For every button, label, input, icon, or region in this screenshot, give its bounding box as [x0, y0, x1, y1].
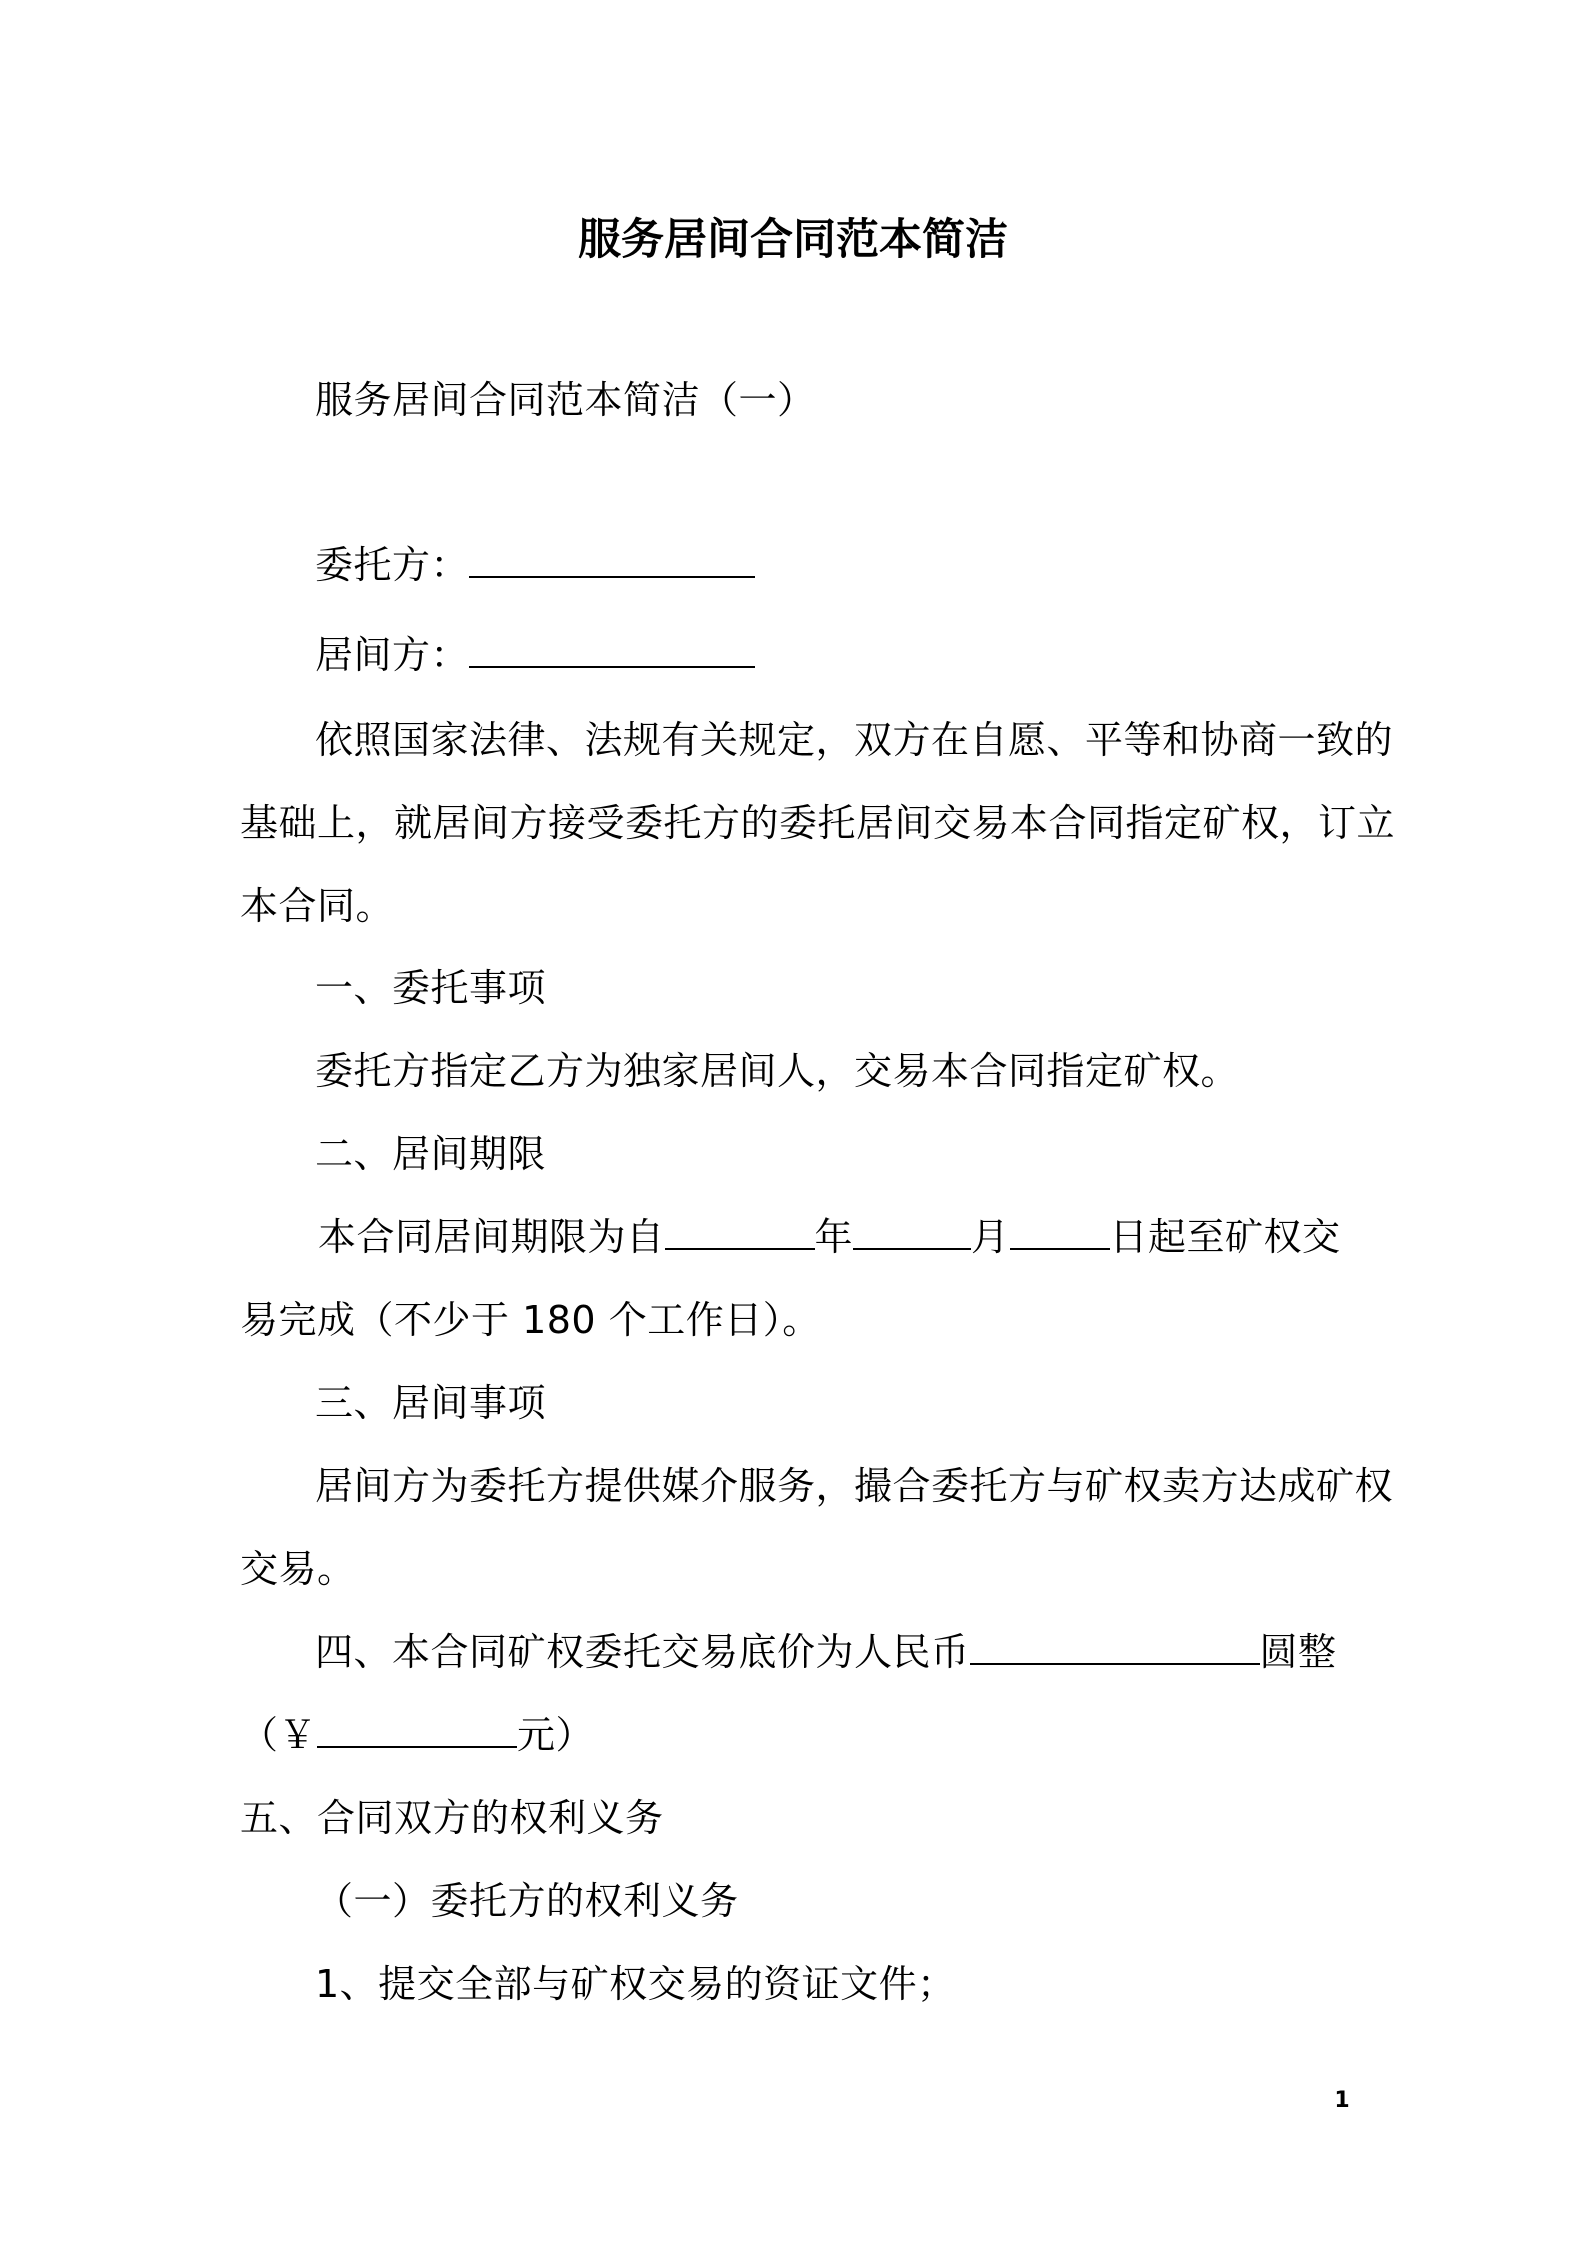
period-text: 本合同居间期限为自	[318, 1215, 665, 1259]
section4-line-2	[240, 1700, 594, 1770]
intro-line-1: 依照国家法律、法规有关规定，双方在自愿、平等和协商一致的	[315, 718, 1394, 762]
page-number: 1	[1334, 2088, 1350, 2113]
document-subtitle: 服务居间合同范本简洁（一）	[315, 378, 816, 422]
month-blank	[853, 1204, 971, 1250]
section3-heading: 三、居间事项	[315, 1381, 547, 1425]
currency-open: （￥	[240, 1713, 318, 1757]
year-label: 年	[814, 1215, 854, 1259]
client-label: 委托方：	[315, 543, 470, 587]
section5-item-1: 1、提交全部与矿权交易的资证文件；	[315, 1962, 956, 2006]
amount-blank	[317, 1702, 517, 1748]
intermediary-label: 居间方：	[315, 633, 470, 677]
section5-heading: 五、合同双方的权利义务	[240, 1796, 664, 1840]
intro-line-2: 基础上，就居间方接受委托方的委托居间交易本合同指定矿权，订立	[240, 801, 1396, 845]
document-title: 服务居间合同范本简洁	[578, 215, 1008, 265]
price-blank	[970, 1619, 1260, 1665]
intro-line-3: 本合同。	[240, 884, 395, 928]
section5-sub-heading: （一）委托方的权利义务	[315, 1879, 739, 1923]
section1-body: 委托方指定乙方为独家居间人，交易本合同指定矿权。	[315, 1049, 1240, 1093]
month-label: 月	[971, 1215, 1010, 1259]
section4-unit: 圆整	[1259, 1630, 1337, 1674]
intermediary-blank	[469, 622, 755, 668]
section4-line-1	[315, 1617, 1337, 1687]
day-blank	[1010, 1204, 1110, 1250]
year-blank	[665, 1204, 815, 1250]
section1-heading: 一、委托事项	[315, 966, 547, 1010]
section4-text: 四、本合同矿权委托交易底价为人民币	[315, 1630, 970, 1674]
section2-period-line	[318, 1202, 1341, 1272]
client-line	[315, 530, 755, 600]
intermediary-line	[315, 620, 755, 690]
client-blank	[469, 532, 755, 578]
day-label: 日起至矿权交	[1109, 1215, 1341, 1259]
currency-close: 元）	[517, 1713, 595, 1757]
section3-line-2: 交易。	[240, 1547, 356, 1591]
section2-heading: 二、居间期限	[315, 1132, 547, 1176]
section2-line-2: 易完成（不少于 180 个工作日）。	[240, 1298, 821, 1342]
section3-line-1: 居间方为委托方提供媒介服务，撮合委托方与矿权卖方达成矿权	[315, 1464, 1394, 1508]
